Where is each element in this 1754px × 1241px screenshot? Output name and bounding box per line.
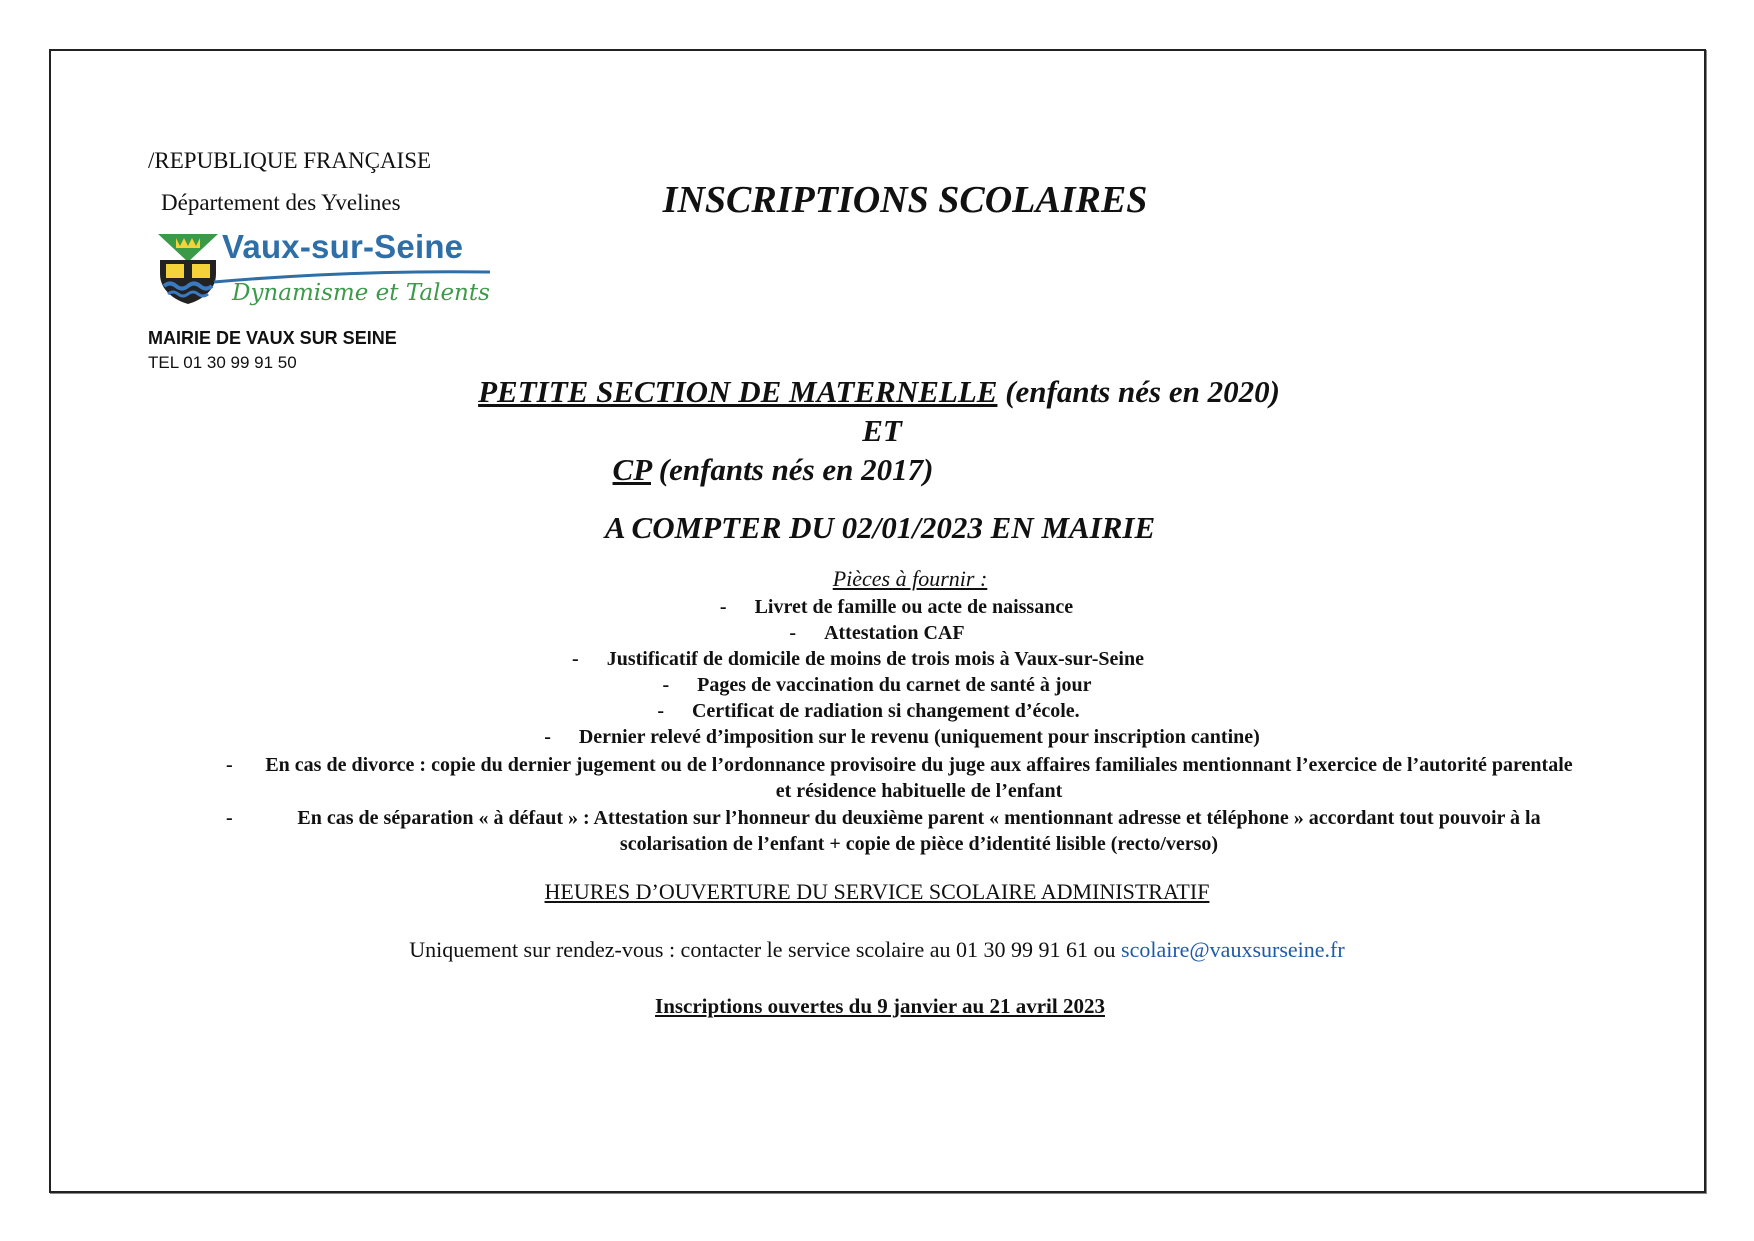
vaux-sur-seine-logo <box>152 228 492 320</box>
list-item: - Justificatif de domicile de moins de trois mois à Vaux-sur-Seine <box>572 648 1144 670</box>
et-label: ET <box>862 413 902 448</box>
date-line: A COMPTER DU 02/01/2023 EN MAIRIE <box>604 510 1156 545</box>
list-item: - Livret de famille ou acte de naissance <box>719 596 1074 618</box>
inscriptions-dates: Inscriptions ouvertes du 9 janvier au 21 avril 2023 <box>655 994 1105 1018</box>
page-title: INSCRIPTIONS SCOLAIRES <box>662 179 1148 221</box>
list-item: - Certificat de radiation si changement d’école. <box>657 700 1080 722</box>
departement-label: Département des Yvelines <box>161 190 401 215</box>
logo-name: Vaux-sur-Seine <box>222 228 464 265</box>
cp-note: (enfants nés en 2017) <box>651 452 934 487</box>
list-item: - Attestation CAF <box>789 622 965 644</box>
mairie-phone: TEL 01 30 99 91 50 <box>148 353 297 372</box>
coat-of-arms-icon <box>156 232 220 306</box>
list-item: - En cas de séparation « à défaut » : Attestation sur l’honneur du deuxième parent « mentionnant adresse et téléphone » accordant tout pouvoir à la scolarisation de l’enfant + copie de pièce d’identité lisible (recto/verso) <box>226 807 1541 855</box>
pieces-title: Pièces à fournir : <box>832 566 988 591</box>
petite-section-note: (enfants nés en 2020) <box>997 374 1280 409</box>
list-item: - Dernier relevé d’imposition sur le revenu (uniquement pour inscription cantine) <box>544 726 1260 748</box>
contact-text: Uniquement sur rendez-vous : contacter le service scolaire au 01 30 99 91 61 ou <box>409 937 1122 962</box>
cp-label: CP <box>612 452 651 487</box>
contact-line <box>0 937 1754 963</box>
email-link[interactable]: scolaire@vauxsurseine.fr <box>1121 937 1345 962</box>
republique-label: /REPUBLIQUE FRANÇAISE <box>148 148 432 173</box>
list-item: - Pages de vaccination du carnet de santé à jour <box>662 674 1092 696</box>
heures-title: HEURES D’OUVERTURE DU SERVICE SCOLAIRE ADMINISTRATIF <box>544 879 1210 904</box>
petite-section-line <box>119 374 1639 410</box>
cp-line <box>0 452 1546 488</box>
list-item: - En cas de divorce : copie du dernier jugement ou de l’ordonnance provisoire du juge aux affaires familiales mentionnant l’exercice de l’autorité parentale et résidence habituelle de l’enfant <box>226 754 1573 802</box>
logo-tagline: Dynamisme et Talents <box>232 280 490 306</box>
petite-section-label: PETITE SECTION DE MATERNELLE <box>478 374 998 409</box>
mairie-label: MAIRIE DE VAUX SUR SEINE <box>148 328 397 348</box>
